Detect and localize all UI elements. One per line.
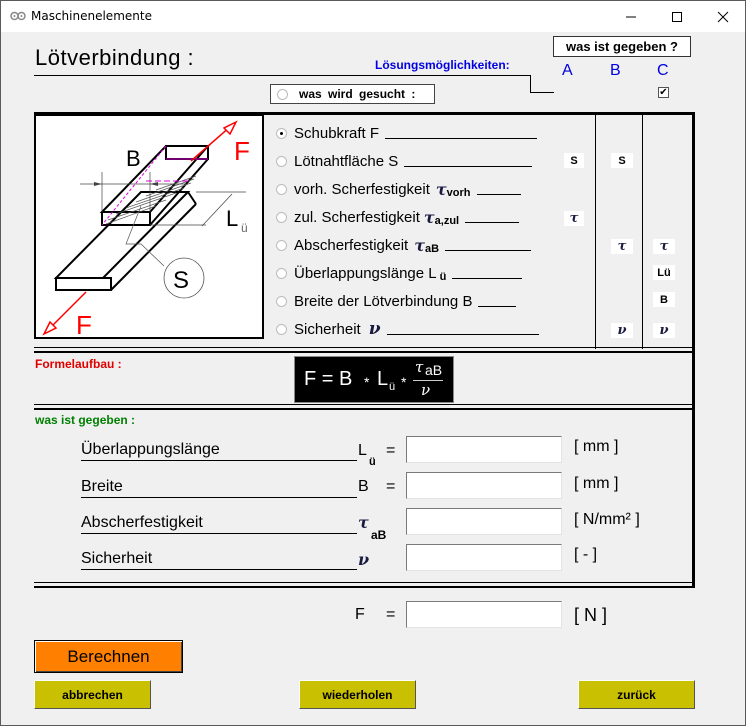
- nu-symbol: ν: [368, 319, 381, 339]
- tag-a-tau: τ: [564, 211, 584, 226]
- option-radio[interactable]: [276, 156, 287, 167]
- solder-joint-diagram: [34, 114, 264, 339]
- close-button[interactable]: [700, 1, 746, 32]
- option-joint-width[interactable]: [276, 290, 516, 312]
- svg-text:L: L: [226, 206, 239, 231]
- option-radio[interactable]: [276, 184, 287, 195]
- field-label-width: Breite: [81, 478, 357, 498]
- shear-strength-input[interactable]: [406, 508, 562, 535]
- separator: [34, 408, 695, 410]
- option-underline: [404, 166, 532, 167]
- tau-symbol: τ: [423, 207, 435, 227]
- formula-label: Formelaufbau :: [35, 357, 122, 371]
- option-underline: [478, 306, 516, 307]
- option-label: vorh. Scherfestigkeit: [294, 180, 430, 198]
- formula-L-sub: ü: [389, 381, 396, 393]
- cancel-button[interactable]: abbrechen: [34, 680, 151, 709]
- symbol-tau: τ: [358, 513, 369, 532]
- column-divider-ab: [595, 114, 596, 349]
- separator: [34, 351, 695, 353]
- sought-radio[interactable]: [277, 89, 288, 100]
- option-label: Überlappungslänge L: [294, 264, 437, 282]
- option-radio[interactable]: [276, 128, 287, 139]
- option-underline: [452, 278, 522, 279]
- option-radio[interactable]: [276, 296, 287, 307]
- option-label: zul. Scherfestigkeit: [294, 208, 420, 226]
- option-label: Schubkraft F: [294, 124, 380, 142]
- tau-symbol: τ: [435, 179, 447, 199]
- formula-tau: τ: [415, 358, 424, 376]
- option-solder-area[interactable]: [276, 150, 532, 172]
- unit-label: [ mm ]: [574, 438, 619, 455]
- formula-tau-sub: aB: [425, 362, 443, 378]
- option-label: Breite der Lötverbindung B: [294, 292, 473, 310]
- option-shear-force[interactable]: [276, 122, 537, 144]
- back-button[interactable]: zurück: [578, 680, 695, 709]
- svg-text:S: S: [173, 267, 190, 294]
- result-force-output[interactable]: [406, 601, 562, 628]
- option-radio[interactable]: [276, 240, 287, 251]
- tag-b-nu: ν: [611, 323, 633, 338]
- svg-text:F: F: [76, 310, 92, 337]
- option-underline: [445, 250, 531, 251]
- svg-text:F: F: [234, 136, 250, 166]
- tag-a-area: S: [564, 153, 584, 168]
- option-underline: [465, 222, 519, 223]
- sought-label: was wird gesucht :: [299, 87, 416, 101]
- symbol-subscript: ü: [439, 271, 447, 283]
- option-underline: [477, 194, 521, 195]
- width-input[interactable]: [406, 472, 562, 499]
- repeat-button[interactable]: wiederholen: [299, 680, 416, 709]
- title-bar: [1, 1, 745, 32]
- what-is-given-button[interactable]: was ist gegeben ?: [553, 36, 691, 57]
- safety-factor-input[interactable]: [406, 544, 562, 571]
- equals-sign: =: [386, 442, 396, 459]
- option-actual-shear-strength[interactable]: [276, 178, 521, 200]
- option-radio[interactable]: [276, 212, 287, 223]
- option-safety-factor[interactable]: [276, 318, 539, 340]
- tag-c-width: B: [653, 292, 675, 307]
- option-underline: [387, 334, 539, 335]
- heading-connector-h: [530, 92, 554, 93]
- option-label: Abscherfestigkeit: [294, 236, 409, 254]
- option-ultimate-shear-strength[interactable]: [276, 234, 531, 256]
- solder-joint-illustration: [36, 116, 262, 337]
- given-label: was ist gegeben :: [35, 413, 136, 427]
- close-icon: [717, 11, 729, 23]
- separator: [34, 404, 695, 405]
- tag-b-area: S: [611, 153, 633, 168]
- unit-label: [ N ]: [574, 605, 608, 625]
- unit-label: [ - ]: [574, 546, 598, 563]
- formula-lhs: F = B: [304, 368, 353, 390]
- tag-c-tau: τ: [653, 239, 675, 254]
- what-is-sought-box[interactable]: [270, 84, 435, 104]
- symbol-sub: ü: [369, 456, 376, 468]
- symbol-subscript: aB: [425, 243, 440, 255]
- svg-text:B: B: [126, 146, 141, 171]
- separator: [34, 347, 695, 348]
- unit-label: [ N/mm² ]: [574, 511, 640, 528]
- tag-b-tau: τ: [611, 239, 633, 254]
- heading-connector: [530, 75, 531, 93]
- option-label: Sicherheit: [294, 320, 361, 338]
- symbol-B: B: [358, 478, 369, 495]
- formula-op: *: [364, 374, 370, 390]
- column-c-checkbox[interactable]: ✔: [659, 87, 668, 98]
- minimize-button[interactable]: [608, 1, 654, 32]
- tag-c-nu: ν: [653, 323, 675, 338]
- unit-label: [ mm ]: [574, 475, 619, 492]
- formula-op: *: [401, 374, 407, 390]
- separator: [34, 582, 695, 583]
- symbol-nu: ν: [358, 550, 370, 569]
- column-c-label: C: [657, 62, 669, 79]
- formula-L: L: [377, 368, 389, 390]
- equals-sign: =: [386, 606, 396, 623]
- page-title: Lötverbindung :: [35, 45, 195, 70]
- option-radio[interactable]: [276, 268, 287, 279]
- maximize-icon: [671, 11, 683, 23]
- field-label-shear-strength: Abscherfestigkeit: [81, 514, 357, 534]
- result-symbol: F: [355, 606, 365, 623]
- column-b-label: B: [610, 62, 621, 79]
- gears-icon: [10, 10, 26, 22]
- window-title: Maschinenelemente: [31, 9, 152, 23]
- svg-text:ü: ü: [241, 221, 248, 235]
- formula-display: [294, 356, 454, 403]
- solutions-label: Lösungsmöglichkeiten:: [375, 58, 510, 72]
- column-a-label: A: [562, 62, 573, 79]
- field-label-safety: Sicherheit: [81, 550, 357, 570]
- calculate-button[interactable]: Berechnen: [34, 640, 183, 673]
- column-divider-bc: [642, 114, 643, 349]
- overlap-length-input[interactable]: [406, 436, 562, 463]
- tag-c-overlap: Lü: [653, 265, 675, 280]
- option-allowed-shear-strength[interactable]: [276, 206, 519, 228]
- field-label-overlap: Überlappungslänge: [81, 441, 357, 461]
- equals-sign: =: [386, 478, 396, 495]
- minimize-icon: [625, 11, 637, 23]
- symbol-L: L: [358, 442, 367, 459]
- option-underline: [385, 138, 537, 139]
- heading-underline: [34, 75, 531, 76]
- maximize-button[interactable]: [654, 1, 700, 32]
- separator: [34, 586, 695, 588]
- symbol-subscript: vorh: [446, 187, 471, 199]
- symbol-subscript: a,zul: [434, 215, 460, 227]
- tau-symbol: τ: [414, 235, 425, 255]
- option-label: Lötnahtfläche S: [294, 152, 399, 170]
- symbol-sub: aB: [371, 528, 387, 542]
- option-overlap-length[interactable]: [276, 262, 522, 284]
- formula-nu: ν: [421, 381, 431, 399]
- option-radio[interactable]: [276, 324, 287, 335]
